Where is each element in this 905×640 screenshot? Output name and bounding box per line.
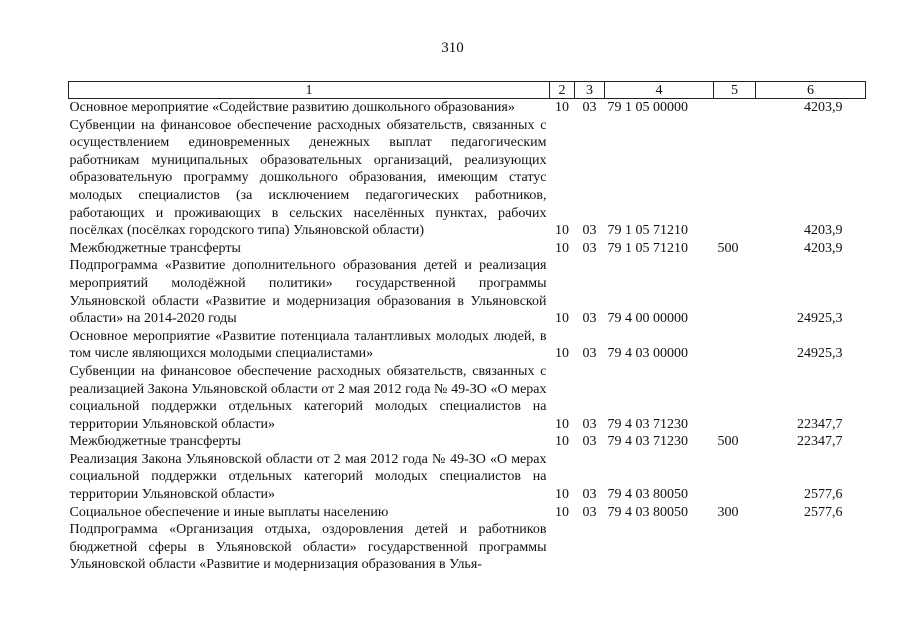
row-name: Реализация Закона Ульяновской области от 2 мая 2012 года № 49-ЗО «О мерах социальной поддержки отдельных категорий молодых специалистов на территории Ульяновской области» bbox=[69, 451, 547, 503]
row-target-article: 79 1 05 71210 bbox=[607, 223, 688, 239]
table-row bbox=[69, 99, 866, 117]
row-target-article: 79 1 05 71210 bbox=[607, 240, 688, 256]
table-row bbox=[69, 240, 866, 258]
row-name: Межбюджетные трансферты bbox=[69, 434, 241, 450]
row-section: 10 bbox=[555, 240, 569, 256]
header-col-6: 6 bbox=[756, 82, 866, 99]
row-section bbox=[550, 521, 575, 574]
row-expense-type bbox=[714, 99, 756, 117]
row-expense-type: 500 bbox=[717, 434, 739, 450]
row-target-article: 79 4 00 00000 bbox=[607, 311, 688, 327]
row-amount: 4203,9 bbox=[804, 100, 843, 115]
table-row bbox=[69, 363, 866, 433]
header-col-1: 1 bbox=[69, 82, 550, 99]
row-amount: 24925,3 bbox=[797, 346, 843, 362]
header-col-2: 2 bbox=[550, 82, 575, 99]
row-section: 10 bbox=[555, 346, 569, 362]
row-target-article: 79 4 03 71230 bbox=[607, 416, 688, 432]
table-row bbox=[69, 117, 866, 240]
row-name: Субвенции на финансовое обеспечение расходных обязательств, связанных с осуществлением единовременных денежных выплат педагогическим работникам муниципальных образовательных организаций, реализующих образовательную программу дошкольного образования, имеющим статус молодых специалистов (за исключением педагогических работников, работающих и проживающих в сельских населённых пунктах, рабочих посёлках (посёлках городского типа) Ульяновской области) bbox=[69, 117, 547, 239]
row-subsection: 03 bbox=[582, 240, 597, 256]
row-expense-type: 500 bbox=[717, 240, 739, 256]
row-section: 10 bbox=[555, 416, 569, 432]
row-target-article: 79 4 03 80050 bbox=[607, 487, 688, 503]
row-expense-type bbox=[714, 521, 756, 574]
row-name: Основное мероприятие «Развитие потенциала талантливых молодых людей, в том числе являющихся молодыми специалистами» bbox=[69, 328, 547, 362]
header-col-4: 4 bbox=[605, 82, 714, 99]
row-name: Подпрограмма «Организация отдыха, оздоровления детей и работников бюджетной сферы в Ульяновской области» государственной программы Ульяновской области «Развитие и модернизация образования в Улья- bbox=[69, 522, 547, 573]
row-subsection: 03 bbox=[582, 223, 597, 239]
row-name: Социальное обеспечение и иные выплаты населению bbox=[69, 504, 389, 520]
row-target-article: 79 4 03 00000 bbox=[607, 346, 688, 362]
row-target-article bbox=[605, 521, 714, 574]
row-section: 10 bbox=[555, 311, 569, 327]
row-expense-type bbox=[714, 451, 756, 504]
row-name: Межбюджетные трансферты bbox=[69, 240, 241, 256]
row-subsection: 03 bbox=[582, 100, 597, 115]
table-row bbox=[69, 504, 866, 522]
row-subsection: 03 bbox=[582, 434, 597, 450]
header-col-5: 5 bbox=[714, 82, 756, 99]
row-subsection bbox=[575, 521, 605, 574]
row-target-article: 79 1 05 00000 bbox=[607, 100, 688, 115]
page-number: 310 bbox=[441, 40, 464, 56]
table-row bbox=[69, 433, 866, 451]
row-amount: 2577,6 bbox=[804, 487, 843, 503]
row-subsection: 03 bbox=[582, 346, 597, 362]
row-subsection: 03 bbox=[582, 416, 597, 432]
row-expense-type: 300 bbox=[717, 504, 739, 520]
table-row bbox=[69, 257, 866, 327]
row-section: 10 bbox=[555, 434, 569, 450]
row-name: Подпрограмма «Развитие дополнительного образования детей и реализация мероприятий молодёжной политики» государственной программы Ульяновской области «Развитие и модернизация образования в Ульяновской области» на 2014-2020 годы bbox=[69, 258, 547, 327]
row-section: 10 bbox=[555, 100, 569, 115]
row-amount: 4203,9 bbox=[804, 223, 843, 239]
row-name: Субвенции на финансовое обеспечение расходных обязательств, связанных с реализацией Закона Ульяновской области от 2 мая 2012 года № 49-ЗО «О мерах социальной поддержки отдельных категорий молодых специалистов на территории Ульяновской области» bbox=[69, 363, 547, 432]
budget-table bbox=[68, 81, 866, 574]
row-amount: 22347,7 bbox=[797, 434, 843, 450]
row-section: 10 bbox=[555, 504, 569, 520]
row-amount: 2577,6 bbox=[804, 504, 843, 520]
row-target-article: 79 4 03 71230 bbox=[607, 434, 688, 450]
row-section: 10 bbox=[555, 223, 569, 239]
row-amount: 24925,3 bbox=[797, 311, 843, 327]
row-amount: 22347,7 bbox=[797, 416, 843, 432]
header-col-3: 3 bbox=[575, 82, 605, 99]
row-subsection: 03 bbox=[582, 311, 597, 327]
row-section: 10 bbox=[555, 487, 569, 503]
table-body bbox=[69, 99, 866, 575]
row-expense-type bbox=[714, 363, 756, 433]
row-amount: 4203,9 bbox=[804, 240, 843, 256]
table-row bbox=[69, 521, 866, 574]
row-subsection: 03 bbox=[582, 504, 597, 520]
header-row bbox=[69, 82, 866, 99]
row-subsection: 03 bbox=[582, 487, 597, 503]
table-row bbox=[69, 328, 866, 363]
row-expense-type bbox=[714, 257, 756, 327]
row-name: Основное мероприятие «Содействие развитию дошкольного образования» bbox=[69, 100, 515, 115]
table-row bbox=[69, 451, 866, 504]
row-target-article: 79 4 03 80050 bbox=[607, 504, 688, 520]
table-header bbox=[69, 82, 866, 99]
row-expense-type bbox=[714, 117, 756, 240]
row-expense-type bbox=[714, 328, 756, 363]
row-amount bbox=[756, 521, 866, 574]
